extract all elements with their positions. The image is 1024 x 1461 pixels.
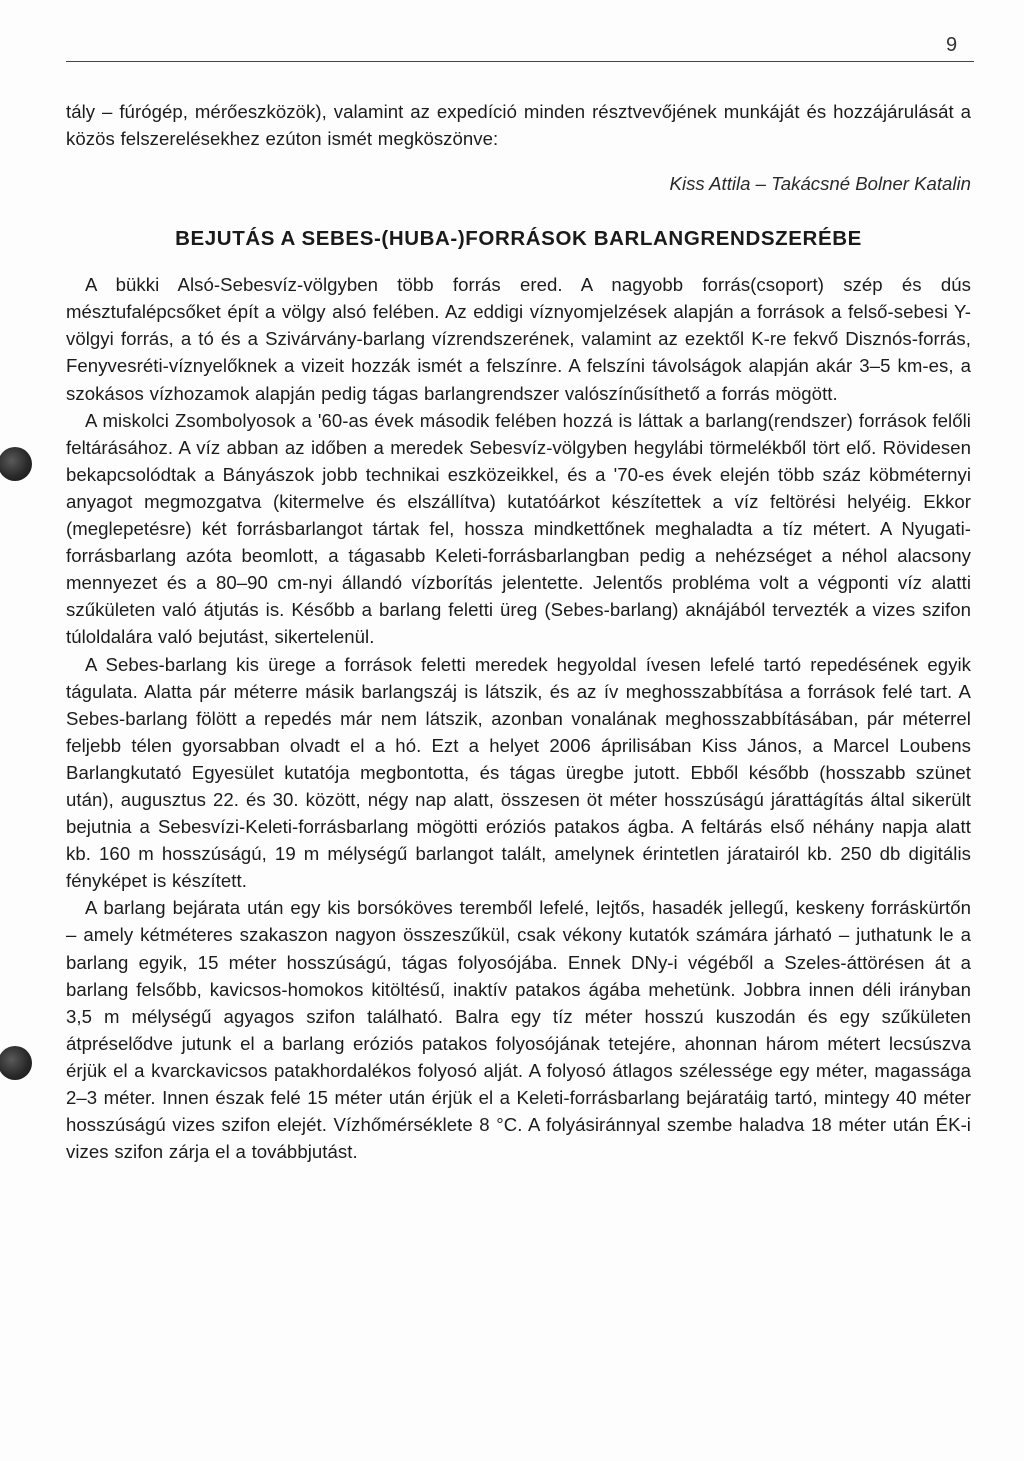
page-number: 9 xyxy=(946,34,958,56)
article-paragraph: A Sebes-barlang kis ürege a források feletti meredek hegyoldal ívesen lefelé tartó repedésének egyik tágulata. Alatta pár méterre másik barlangszáj is látszik, és az ív meghosszabbítása a források felé tart. A Sebes-barlang fölött a repedés már nem látszik, azonban vonalának meghosszabbításában, pár méterrel feljebb télen gyorsabban olvadt el a hó. Ezt a helyet 2006 áprilisában Kiss János, a Marcel Loubens Barlangkutató Egyesület kutatója megbontotta, és tágas üregbe jutott. Ebből később (hosszabb szünet után), augusztus 22. és 30. között, négy nap alatt, összesen öt méter hosszúságú járattágítás által sikerült bejutnia a Sebesvízi-Keleti-forrásbarlang mögötti eróziós patakos ágba. A feltárás első néhány napja alatt kb. 160 m hosszúságú, 19 m mélységű barlangot talált, amelynek érintetlen járatairól kb. 250 db digitális fényképet is készített. xyxy=(66,653,971,892)
page-content xyxy=(66,98,971,1165)
article-paragraph: A bükki Alsó-Sebesvíz-völgyben több forrás ered. A nagyobb forrás(csoport) szép és dús mésztufalépcsőket épít a völgy alsó felében. Az eddigi víznyomjelzések alapján a források a felső-sebesi Y-völgyi forrás, a tó és a Szivárvány-barlang vízrendszerének, valamint az ezektől K-re fekvő Disznós-forrás, Fenyvesréti-víznyelőknek a vizeit hozzák ismét a felszínre. A felszíni távolságok alapján akár 3–5 km-es, a szokásos vízhozamok alapján pedig tágas barlangrendszer valószínűsíthető a forrás mögött. xyxy=(66,274,971,404)
binder-hole xyxy=(0,447,32,481)
article-title: BEJUTÁS A SEBES-(HUBA-)FORRÁSOK BARLANGRENDSZERÉBE xyxy=(175,227,862,251)
intro-paragraph: tály – fúrógép, mérőeszközök), valamint az expedíció minden résztvevőjének munkáját és hozzájárulását a közös felszerelésekhez ezúton ismét megköszönve: xyxy=(66,101,971,150)
article-paragraph: A barlang bejárata után egy kis borsóköves teremből lefelé, lejtős, hasadék jellegű, keskeny forráskürtőn – amely kétméteres szakaszon nagyon összeszűkül, csak vékony kutatók számára járható – juthatunk le a barlang egyik, 15 méter hosszúságú, tágas folyosójába. Ennek DNy-i végéből a Szeles-áttörésen át a barlang felsőbb, kavicsos-homokos kitöltésű, inaktív patakos ágába mehetünk. Jobbra innen déli irányban 3,5 m mélységű agyagos szifon található. Balra egy tíz méter hosszú kuszodán és egy szűkületen átpréselődve jutunk el a barlang eróziós patakos folyosójának tetejére, ahonnan három métert lecsúszva érjük el a kvarckavicsos patakhordalékos folyosó alját. A folyosó átlagos szélessége egy méter, magassága 2–3 méter. Innen észak felé 15 méter után érjük el a Keleti-forrásbarlang bejáratáig tartó, mintegy 40 méter hosszúságú vizes szifon elejét. Vízhőmérséklete 8 °C. A folyásiránnyal szembe haladva 18 méter után ÉK-i vizes szifon zárja el a továbbjutást. xyxy=(66,897,971,1163)
binder-hole xyxy=(0,1046,32,1080)
author-signature: Kiss Attila – Takácsné Bolner Katalin xyxy=(669,173,971,195)
header-rule xyxy=(66,61,974,62)
article-paragraph: A miskolci Zsombolyosok a '60-as évek második felében hozzá is láttak a barlang(rendszer) források felőli feltárásához. A víz abban az időben a meredek Sebesvíz-völgyben hegylábi törmelékből tört elő. Rövidesen bekapcsolódtak a Bányászok jobb technikai eszközeikkel, és a '70-es évek elején több száz köbméternyi anyagot megmozgatva (kitermelve és elszállítva) kutatóárkot készítettek a víz feltörési helyéig. Ekkor (meglepetésre) két forrásbarlangot tártak fel, hossza mindkettőnek meghaladta a tíz métert. A Nyugati-forrásbarlang azóta beomlott, a tágasabb Keleti-forrásbarlangban pedig a nehézséget a néhol alacsony mennyezet és a 80–90 cm-nyi állandó vízborítás jelentette. Jelentős probléma volt a végponti víz alatti szűkületen való átjutás is. Később a barlang feletti üreg (Sebes-barlang) aknájából tervezték a vizes szifon túloldalára való bejutást, sikertelenül. xyxy=(66,409,971,648)
